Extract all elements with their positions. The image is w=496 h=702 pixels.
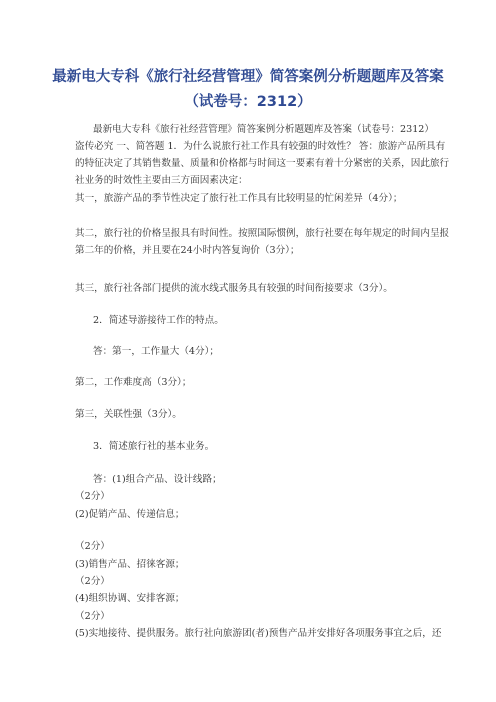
body-line: 答：(1)组合产品、设计线路； xyxy=(93,474,222,485)
body-line: 第三，关联性强（3分）。 xyxy=(75,409,182,420)
body-line: (5)实地接待、提供服务。旅行社向旅游团(者)预售产品并安排好各项服务事宜之后，还 xyxy=(75,628,442,639)
body-line: 社业务的时效性主要由三方面因素决定： xyxy=(75,175,248,186)
body-line: (3)销售产品、招徕客源； xyxy=(75,559,185,570)
question-heading: 2．简述导游接待工作的特点。 xyxy=(93,315,224,326)
body-line: 最新电大专科《旅行社经营管理》简答案例分析题题库及答案（试卷号：2312） xyxy=(93,124,435,135)
question-heading: 3．简述旅行社的基本业务。 xyxy=(93,441,215,452)
body-line: （2分） xyxy=(75,576,110,587)
body-line: 其三，旅行社各部门提供的流水线式服务具有较强的时间衔接要求（3分）。 xyxy=(75,283,393,294)
body-line: 其二，旅行社的价格呈报具有时间性。按照国际惯例，旅行社要在每年规定的时间内呈报 xyxy=(75,228,450,239)
document-title: 最新电大专科《旅行社经营管理》简答案例分析题题库及答案 xyxy=(52,69,444,85)
body-line: （2分） xyxy=(75,491,110,502)
body-line: 其一，旅游产品的季节性决定了旅行社工作具有比较明显的忙闲差异（4分）； xyxy=(75,193,403,204)
body-line: 的特征决定了其销售数量、质量和价格都与时间这一要素有着十分紧密的关系，因此旅行 xyxy=(75,158,450,169)
body-line: (2)促销产品、传递信息； xyxy=(75,509,185,520)
body-line: 第二年的价格，并且要在24小时内答复询价（3分）； xyxy=(75,245,300,256)
body-line: （2分） xyxy=(75,541,110,552)
body-line: （2分） xyxy=(75,611,110,622)
body-line: 盗传必究 一、简答题 1．为什么说旅行社工作具有较强的时效性？ 答：旅游产品所具有 xyxy=(75,141,446,152)
body-line: 答：第一，工作量大（4分）； xyxy=(93,346,220,357)
document-subtitle: （试卷号：2312） xyxy=(184,94,312,110)
body-line: 第二，工作难度高（3分）； xyxy=(75,377,192,388)
body-line: (4)组织协调、安排客源； xyxy=(75,593,185,604)
